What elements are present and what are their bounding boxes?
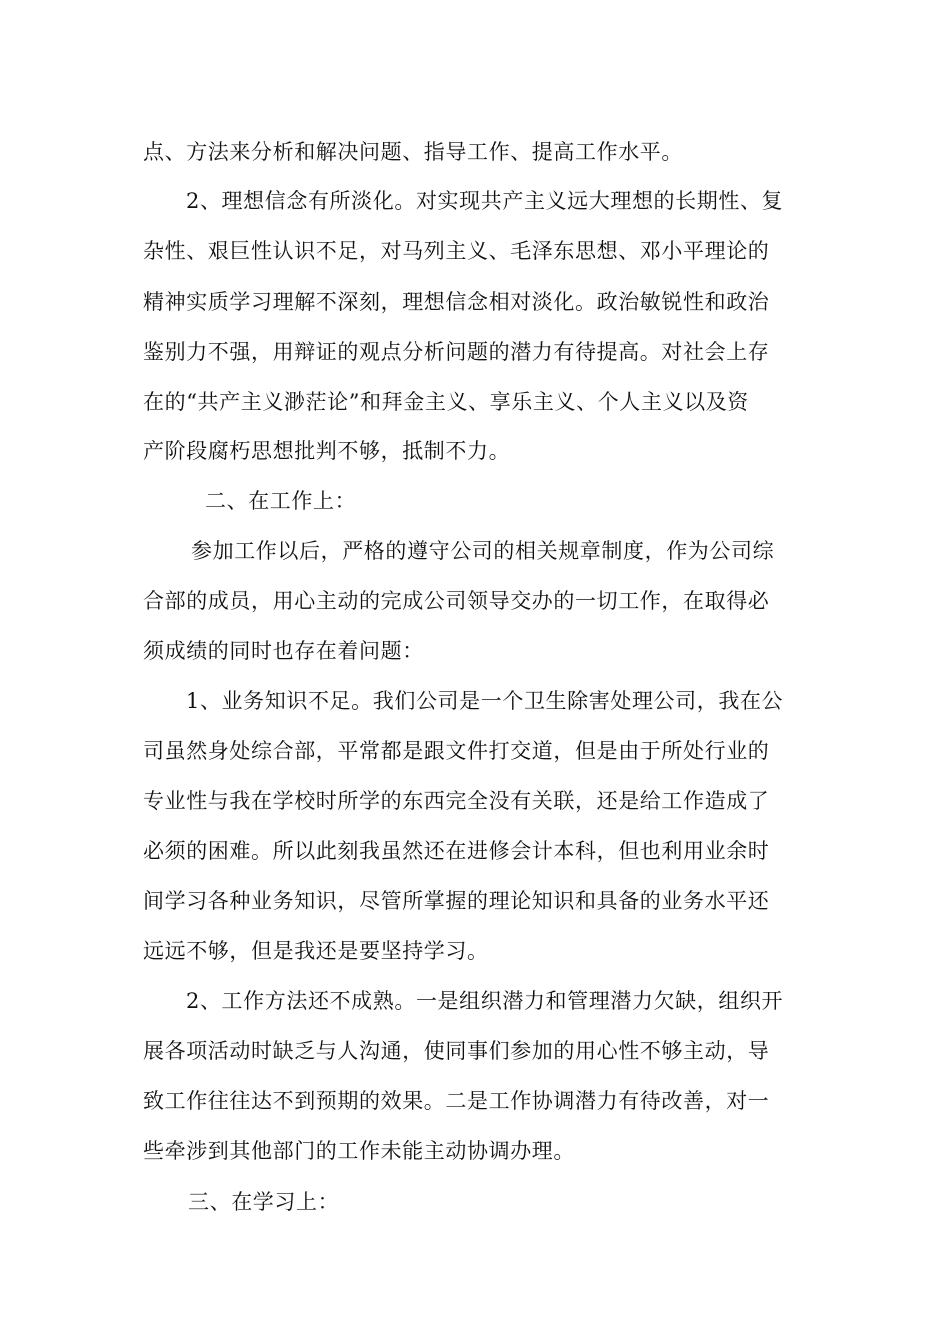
section-heading-work: 二、在工作上： <box>205 489 357 513</box>
paragraph-5-line-5: 间学习各种业务知识，尽管所掌握的理论知识和具备的业务水平还 <box>143 889 770 913</box>
paragraph-4-line-3: 须成绩的同时也存在着问题： <box>143 639 424 663</box>
paragraph-1-line-1: 点、方法来分析和解决问题、指导工作、提高工作水平。 <box>143 140 683 164</box>
section-heading-study: 三、在学习上： <box>188 1190 340 1214</box>
paragraph-5-line-3: 专业性与我在学校时所学的东西完全没有关联，还是给工作造成了 <box>143 789 770 813</box>
paragraph-5-line-4: 必须的困难。所以此刻我虽然还在进修会计本科，但也利用业余时 <box>143 839 770 863</box>
paragraph-2-line-2: 杂性、艰巨性认识不足，对马列主义、毛泽东思想、邓小平理论的 <box>143 239 770 263</box>
paragraph-4-line-1: 参加工作以后，严格的遵守公司的相关规章制度，作为公司综 <box>191 539 775 563</box>
paragraph-5-line-2: 司虽然身处综合部，平常都是跟文件打交道，但是由于所处行业的 <box>143 739 770 763</box>
paragraph-4-line-2: 合部的成员，用心主动的完成公司领导交办的一切工作，在取得必 <box>143 589 770 613</box>
paragraph-5-line-6: 远远不够，但是我还是要坚持学习。 <box>143 939 489 963</box>
paragraph-2-line-1: 2、理想信念有所淡化。对实现共产主义远大理想的长期性、复 <box>186 189 784 213</box>
paragraph-6-line-3: 致工作往往达不到预期的效果。二是工作协调潜力有待改善，对一 <box>143 1089 770 1113</box>
paragraph-2-line-4: 鉴别力不强，用辩证的观点分析问题的潜力有待提高。对社会上存 <box>143 340 770 364</box>
paragraph-6-line-1: 2、工作方法还不成熟。一是组织潜力和管理潜力欠缺，组织开 <box>186 989 784 1013</box>
paragraph-6-line-2: 展各项活动时缺乏与人沟通，使同事们参加的用心性不够主动，导 <box>143 1039 770 1063</box>
paragraph-2-line-3: 精神实质学习理解不深刻，理想信念相对淡化。政治敏锐性和政治 <box>143 290 770 314</box>
paragraph-2-line-6: 产阶段腐朽思想批判不够，抵制不力。 <box>143 439 511 463</box>
paragraph-6-line-4: 些牵涉到其他部门的工作未能主动协调办理。 <box>143 1139 575 1163</box>
paragraph-5-line-1: 1、业务知识不足。我们公司是一个卫生除害处理公司，我在公 <box>186 689 784 713</box>
paragraph-2-line-5: 在的“共产主义渺茫论”和拜金主义、享乐主义、个人主义以及资 <box>143 390 749 414</box>
